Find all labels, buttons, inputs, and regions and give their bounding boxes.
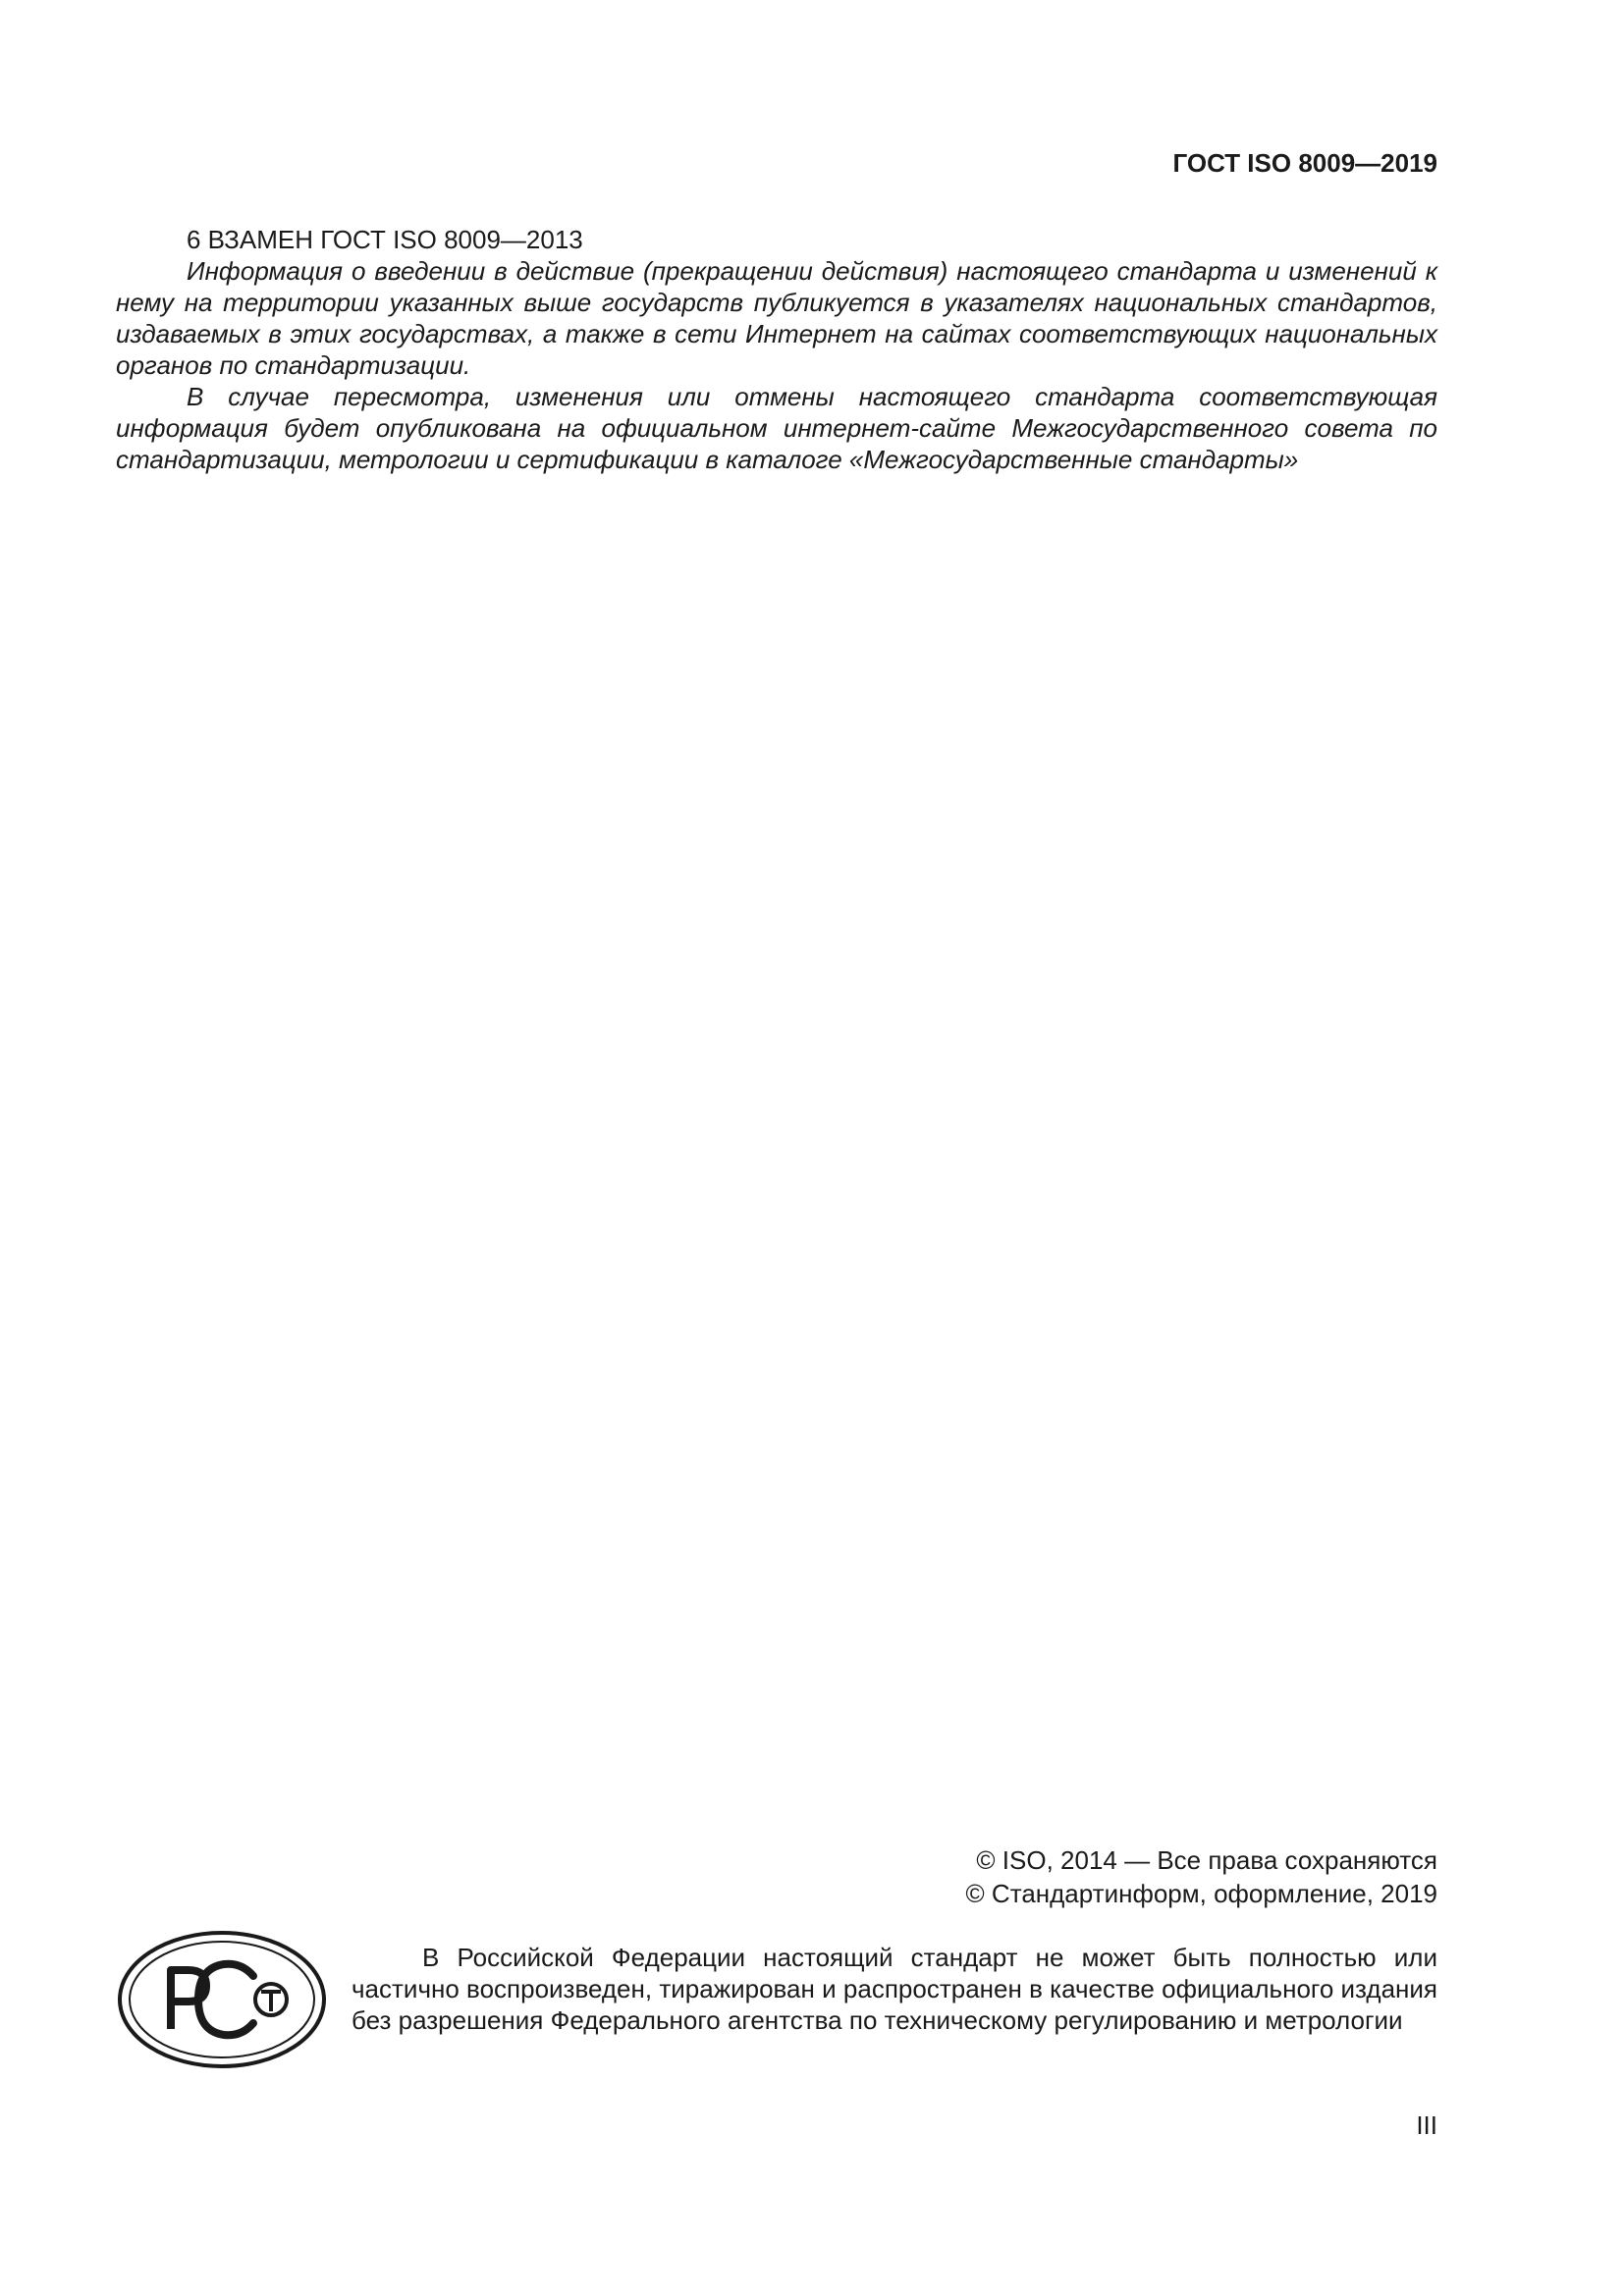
reproduction-notice-text: В Российской Федерации настоящий стандарт не может быть полностью или частично воспроизведен, тиражирован и распространен в качестве официального издания без разрешения Федерального агентства по техническому регулированию и метрологии [352, 1943, 1437, 2035]
reproduction-notice [352, 1942, 1437, 2036]
document-code-header: ГОСТ ISO 8009—2019 [1172, 148, 1437, 178]
item-6-replaces: 6 ВЗАМЕН ГОСТ ISO 8009—2013 [187, 225, 583, 254]
copyright-standartinform: © Стандартинформ, оформление, 2019 [965, 1879, 1437, 1908]
document-body [116, 224, 1437, 475]
page-number: III [1416, 2110, 1437, 2140]
copyright-iso: © ISO, 2014 — Все права сохраняются [976, 1845, 1437, 1875]
paragraph-info-introduction: Информация о введении в действие (прекращении действия) настоящего стандарта и изменений к нему на территории указанных выше государств публикуется в указателях национальных стандартов, издаваемых в этих государствах, а также в сети Интернет на сайтах соответствующих национальных органов по стандартизации. [116, 256, 1437, 380]
copyright-block [116, 1843, 1437, 1910]
paragraph-revision-notice: В случае пересмотра, изменения или отмены настоящего стандарта соответствующая информация будет опубликована на официальном интернет-сайте Межгосударственного совета по стандартизации, метрологии и сертификации в каталоге «Межгосударственные стандарты» [116, 382, 1437, 474]
rst-certification-mark-icon [116, 1929, 328, 2070]
